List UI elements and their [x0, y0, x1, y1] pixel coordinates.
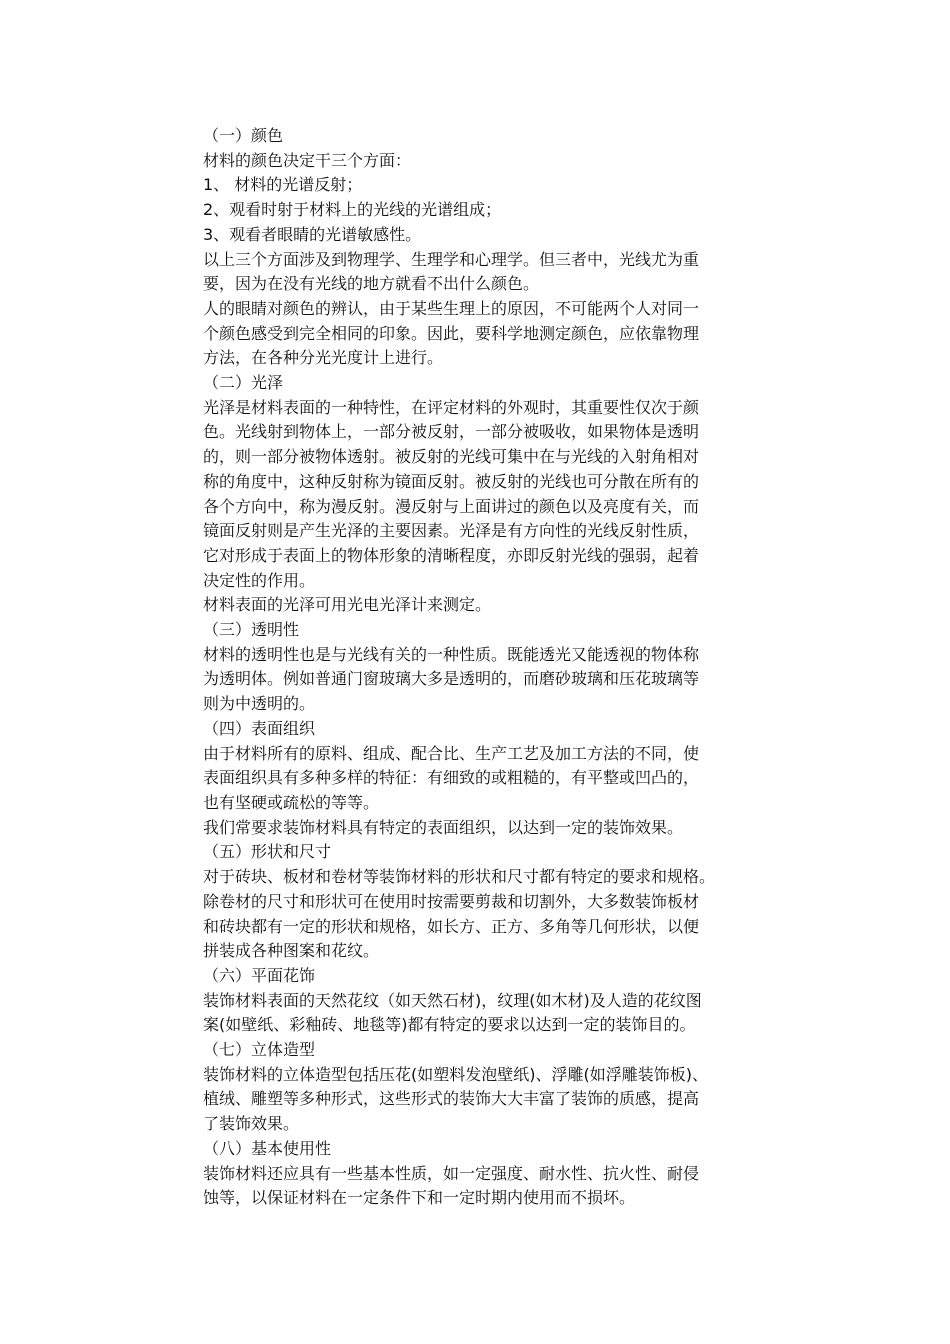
paragraph-line: 决定性的作用。 — [203, 570, 316, 590]
paragraph-line: 则为中透明的。 — [203, 694, 316, 714]
paragraph-line: 方法，在各种分光光度计上进行。 — [203, 348, 444, 368]
paragraph-line: 材料的透明性也是与光线有关的一种性质。既能透光又能透视的物体称 — [203, 644, 700, 664]
section-surface-texture — [203, 717, 813, 841]
paragraph-line: 各个方向中，称为漫反射。漫反射与上面讲过的颜色以及亮度有关，而 — [203, 496, 700, 516]
paragraph-line: 材料的颜色决定干三个方面： — [203, 150, 412, 170]
paragraph-line: 除卷材的尺寸和形状可在使用时按需要剪裁和切割外，大多数装饰板材 — [203, 891, 700, 911]
paragraph-line: 案(如壁纸、彩釉砖、地毯等)都有特定的要求以达到一定的装饰目的。 — [203, 1015, 696, 1035]
section-heading: （一）颜色 — [203, 126, 284, 145]
paragraph-line: 了装饰效果。 — [203, 1114, 300, 1134]
section-transparency — [203, 618, 813, 717]
paragraph-line: 称的角度中，这种反射称为镜面反射。被反射的光线也可分散在所有的 — [203, 471, 700, 491]
paragraph-line: 表面组织具有多种多样的特征：有细致的或粗糙的，有平整或凹凸的， — [203, 768, 700, 788]
section-heading: （二）光泽 — [203, 373, 284, 393]
paragraph-line: 也有坚硬或疏松的等等。 — [203, 792, 380, 812]
paragraph-line: 我们常要求装饰材料具有特定的表面组织，以达到一定的装饰效果。 — [203, 817, 684, 837]
section-color — [203, 124, 813, 371]
paragraph-line: 要，因为在没有光线的地方就看不出什么颜色。 — [203, 274, 540, 294]
paragraph-line: 装饰材料的立体造型包括压花(如塑料发泡壁纸)、浮雕(如浮雕装饰板)、 — [203, 1064, 708, 1084]
section-shape-size — [203, 840, 813, 964]
section-gloss — [203, 371, 813, 618]
section-basic-usability — [203, 1137, 813, 1211]
paragraph-line: 1、 材料的光谱反射； — [203, 175, 363, 195]
paragraph-line: 个颜色感受到完全相同的印象。因此，要科学地测定颜色，应依靠物理 — [203, 323, 700, 343]
section-heading: （七）立体造型 — [203, 1040, 316, 1060]
paragraph-line: 光泽是材料表面的一种特性，在评定材料的外观时，其重要性仅次于颜 — [203, 397, 700, 417]
section-heading: （三）透明性 — [203, 620, 300, 640]
paragraph-line: 的，则一部分被物体透射。被反射的光线可集中在与光线的入射角相对 — [203, 447, 700, 467]
paragraph-line: 镜面反射则是产生光泽的主要因素。光泽是有方向性的光线反射性质， — [203, 521, 700, 541]
section-heading: （四）表面组织 — [203, 718, 316, 738]
paragraph-line: 由于材料所有的原料、组成、配合比、生产工艺及加工方法的不同，使 — [203, 743, 700, 763]
section-3d-modeling — [203, 1038, 813, 1137]
paragraph-line: 材料表面的光泽可用光电光泽计来测定。 — [203, 595, 492, 615]
paragraph-line: 色。光线射到物体上，一部分被反射，一部分被吸收，如果物体是透明 — [203, 422, 700, 442]
paragraph-line: 装饰材料还应具有一些基本性质，如一定强度、耐水性、抗火性、耐侵 — [203, 1163, 700, 1183]
paragraph-line: 它对形成于表面上的物体形象的清晰程度，亦即反射光线的强弱，起着 — [203, 545, 700, 565]
section-heading: （六）平面花饰 — [203, 965, 316, 985]
section-surface-pattern — [203, 964, 813, 1038]
section-heading: （八）基本使用性 — [203, 1138, 332, 1158]
paragraph-line: 以上三个方面涉及到物理学、生理学和心理学。但三者中，光线尤为重 — [203, 249, 700, 269]
paragraph-line: 植绒、雕塑等多种形式，这些形式的装饰大大丰富了装饰的质感，提高 — [203, 1089, 700, 1109]
paragraph-line: 装饰材料表面的天然花纹（如天然石材)，纹理(如木材)及人造的花纹图 — [203, 990, 702, 1010]
paragraph-line: 拼装成各种图案和花纹。 — [203, 941, 380, 961]
section-heading: （五）形状和尺寸 — [203, 842, 332, 862]
paragraph-line: 人的眼睛对颜色的辨认，由于某些生理上的原因，不可能两个人对同一 — [203, 298, 700, 318]
paragraph-line: 2、观看时射于材料上的光线的光谱组成； — [203, 200, 502, 220]
paragraph-line: 3、观看者眼睛的光谱敏感性。 — [203, 224, 422, 244]
paragraph-line: 蚀等，以保证材料在一定条件下和一定时期内使用而不损坏。 — [203, 1188, 636, 1208]
paragraph-line: 为透明体。例如普通门窗玻璃大多是透明的，而磨砂玻璃和压花玻璃等 — [203, 669, 700, 689]
paragraph-line: 对于砖块、板材和卷材等装饰材料的形状和尺寸都有特定的要求和规格。 — [203, 867, 716, 887]
paragraph-line: 和砖块都有一定的形状和规格，如长方、正方、多角等几何形状，以便 — [203, 916, 700, 936]
document-body — [203, 124, 813, 1211]
